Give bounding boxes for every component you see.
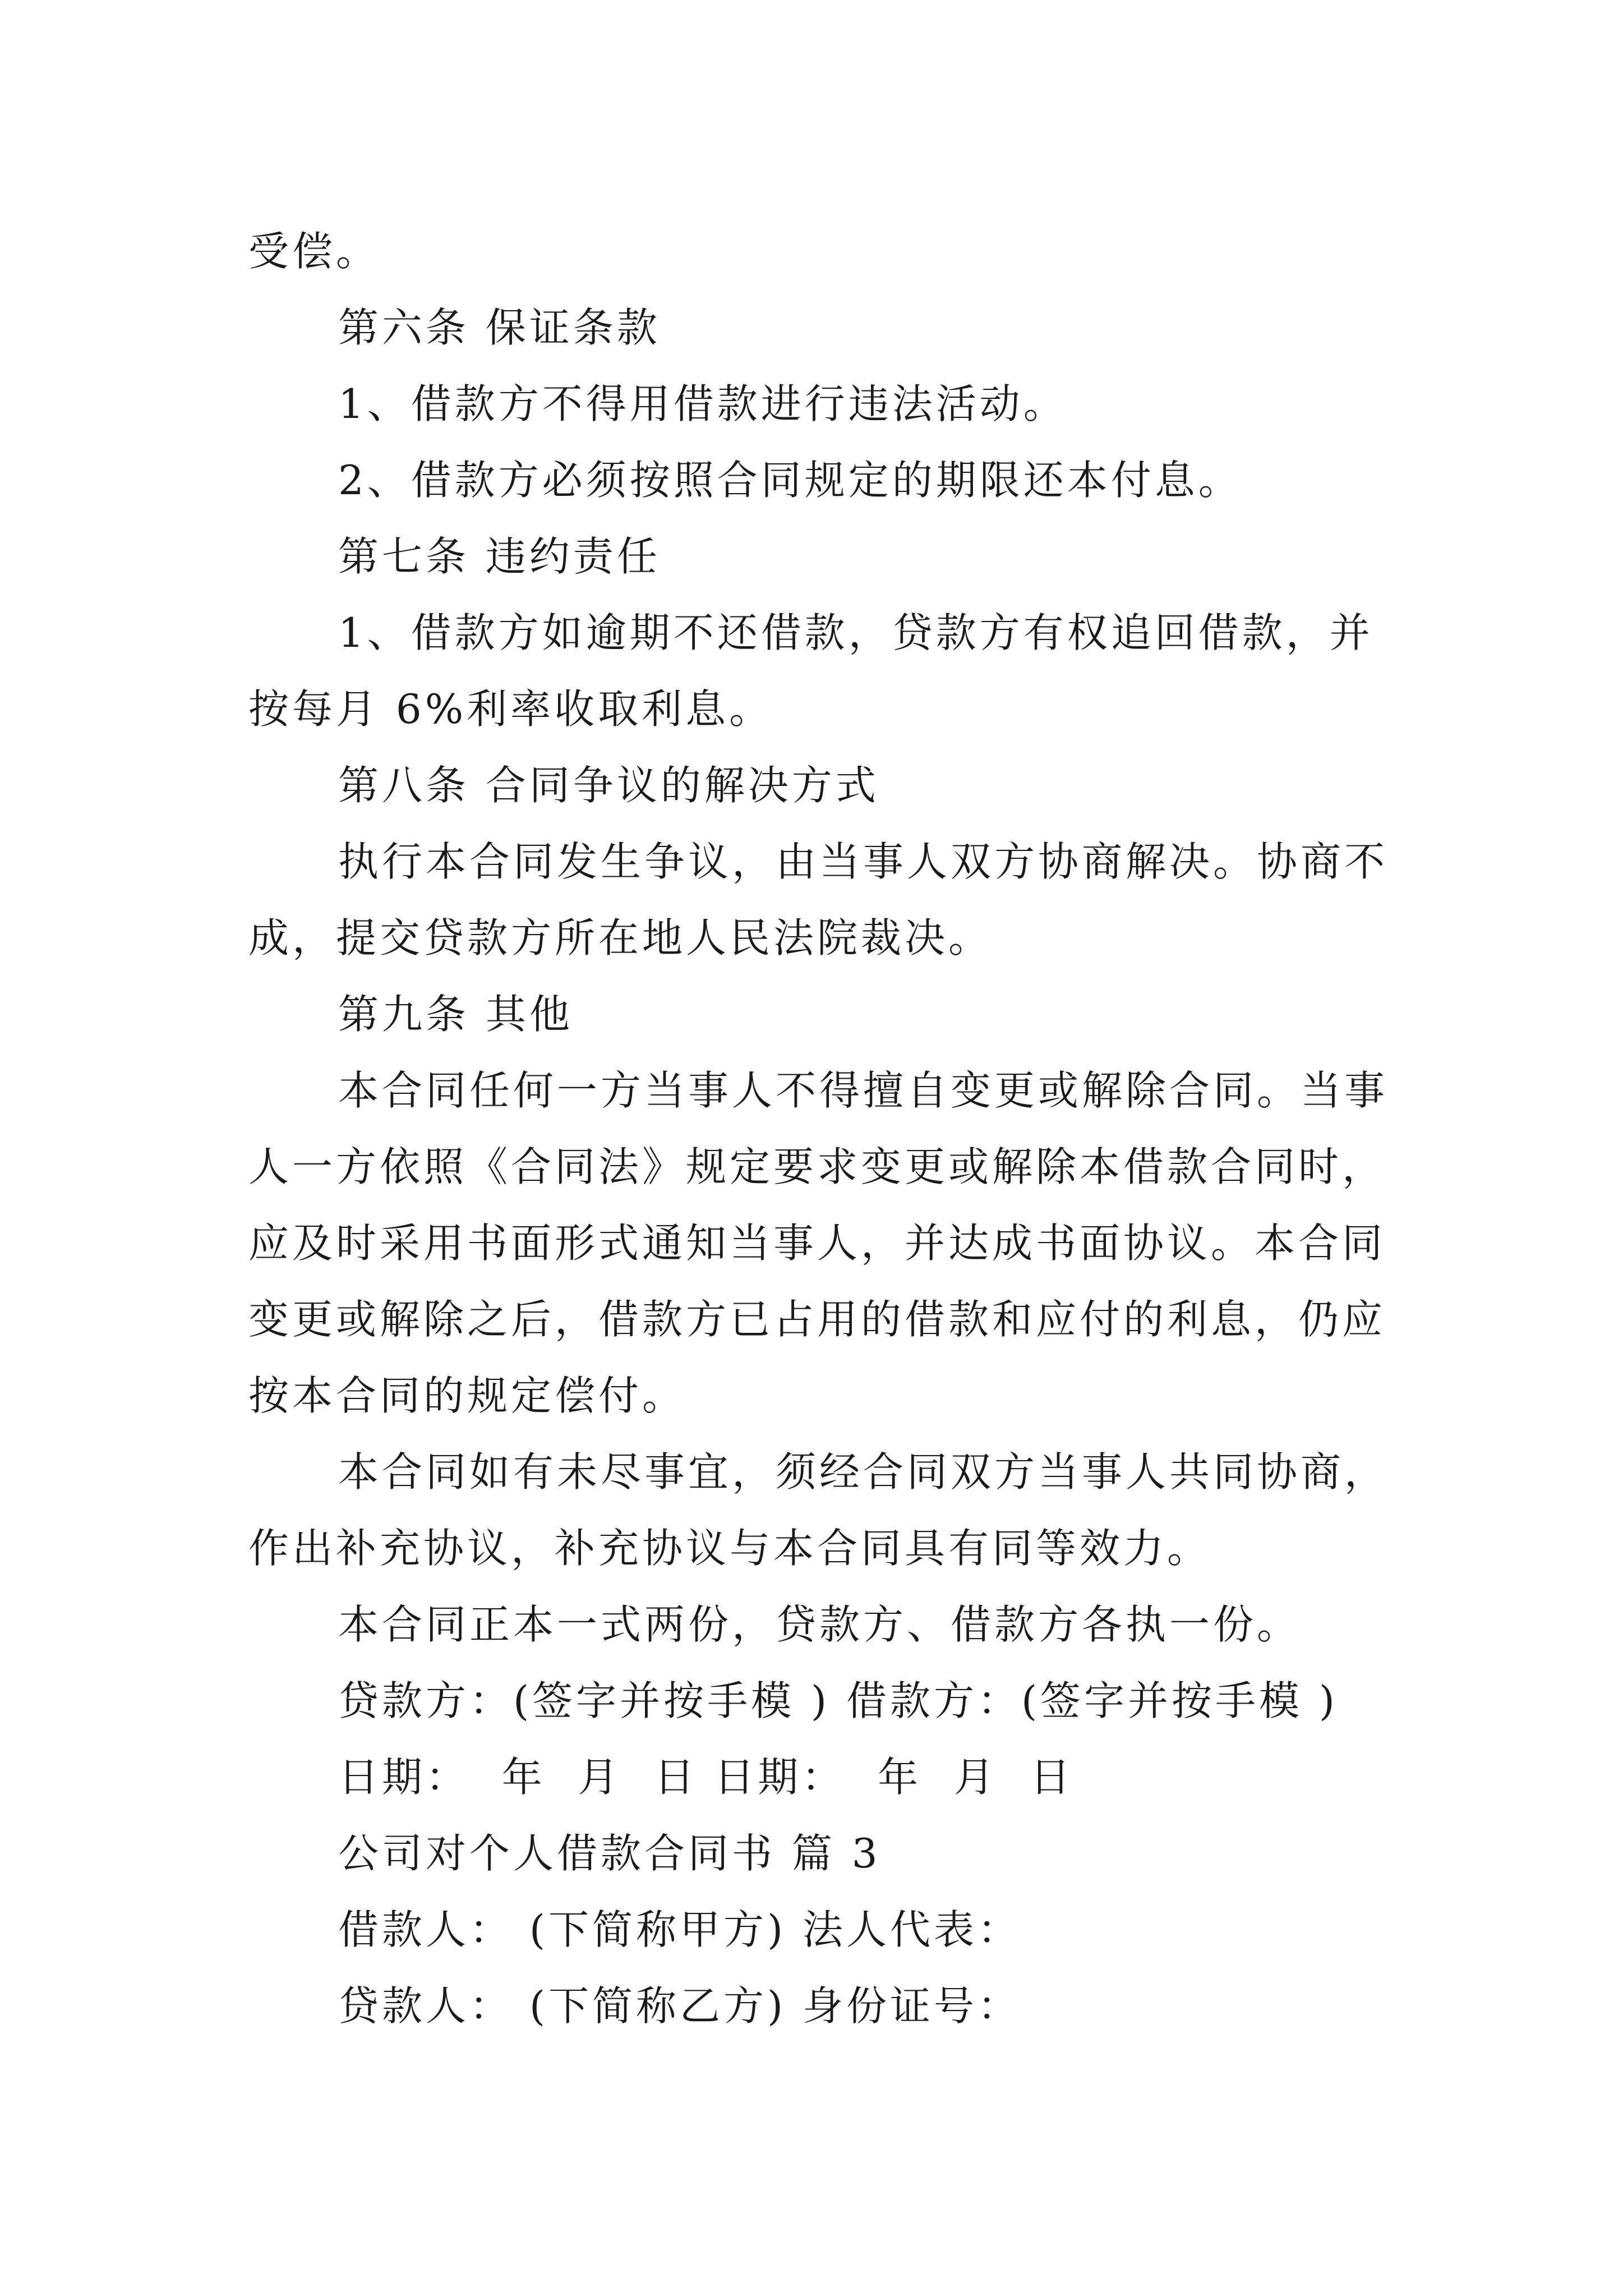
text-line: 本合同正本一式两份，贷款方、借款方各执一份。 xyxy=(338,1601,1301,1648)
text-line: 第九条 其他 xyxy=(338,991,573,1038)
text-line: 公司对个人借款合同书 篇 3 xyxy=(338,1830,881,1877)
text-line: 第七条 违约责任 xyxy=(338,533,661,580)
text-line: 执行本合同发生争议，由当事人双方协商解决。协商不 xyxy=(338,838,1389,885)
text-line: 本合同如有未尽事宜，须经合同双方当事人共同协商， xyxy=(338,1448,1389,1496)
text-line: 1、借款方如逾期不还借款，贷款方有权追回借款，并 xyxy=(338,609,1373,656)
text-line: 借款人： (下简称甲方) 法人代表： xyxy=(338,1906,1021,1953)
text-line: 日期： 年 月 日 日期： 年 月 日 xyxy=(338,1754,1074,1801)
text-line: 人一方依照《合同法》规定要求变更或解除本借款合同时， xyxy=(248,1143,1386,1190)
text-line: 受偿。 xyxy=(248,228,380,275)
text-line: 应及时采用书面形式通知当事人，并达成书面协议。本合同 xyxy=(248,1220,1386,1267)
text-line: 贷款方：(签字并按手模 ) 借款方：(签字并按手模 ) xyxy=(338,1677,1339,1724)
text-line: 1、借款方不得用借款进行违法活动。 xyxy=(338,380,1067,427)
text-line: 第六条 保证条款 xyxy=(338,304,661,351)
text-line: 变更或解除之后，借款方已占用的借款和应付的利息，仍应 xyxy=(248,1296,1386,1343)
text-line: 按每月 6%利率收取利息。 xyxy=(248,685,773,733)
contract-body xyxy=(248,213,1393,2044)
text-line: 按本合同的规定偿付。 xyxy=(248,1372,686,1419)
text-line: 本合同任何一方当事人不得擅自变更或解除合同。当事 xyxy=(338,1067,1389,1114)
text-line: 2、借款方必须按照合同规定的期限还本付息。 xyxy=(338,457,1242,504)
text-line: 贷款人： (下简称乙方) 身份证号： xyxy=(338,1982,1021,2030)
text-line: 成，提交贷款方所在地人民法院裁决。 xyxy=(248,914,993,961)
text-line: 作出补充协议，补充协议与本合同具有同等效力。 xyxy=(248,1525,1211,1572)
text-line: 第八条 合同争议的解决方式 xyxy=(338,762,879,809)
